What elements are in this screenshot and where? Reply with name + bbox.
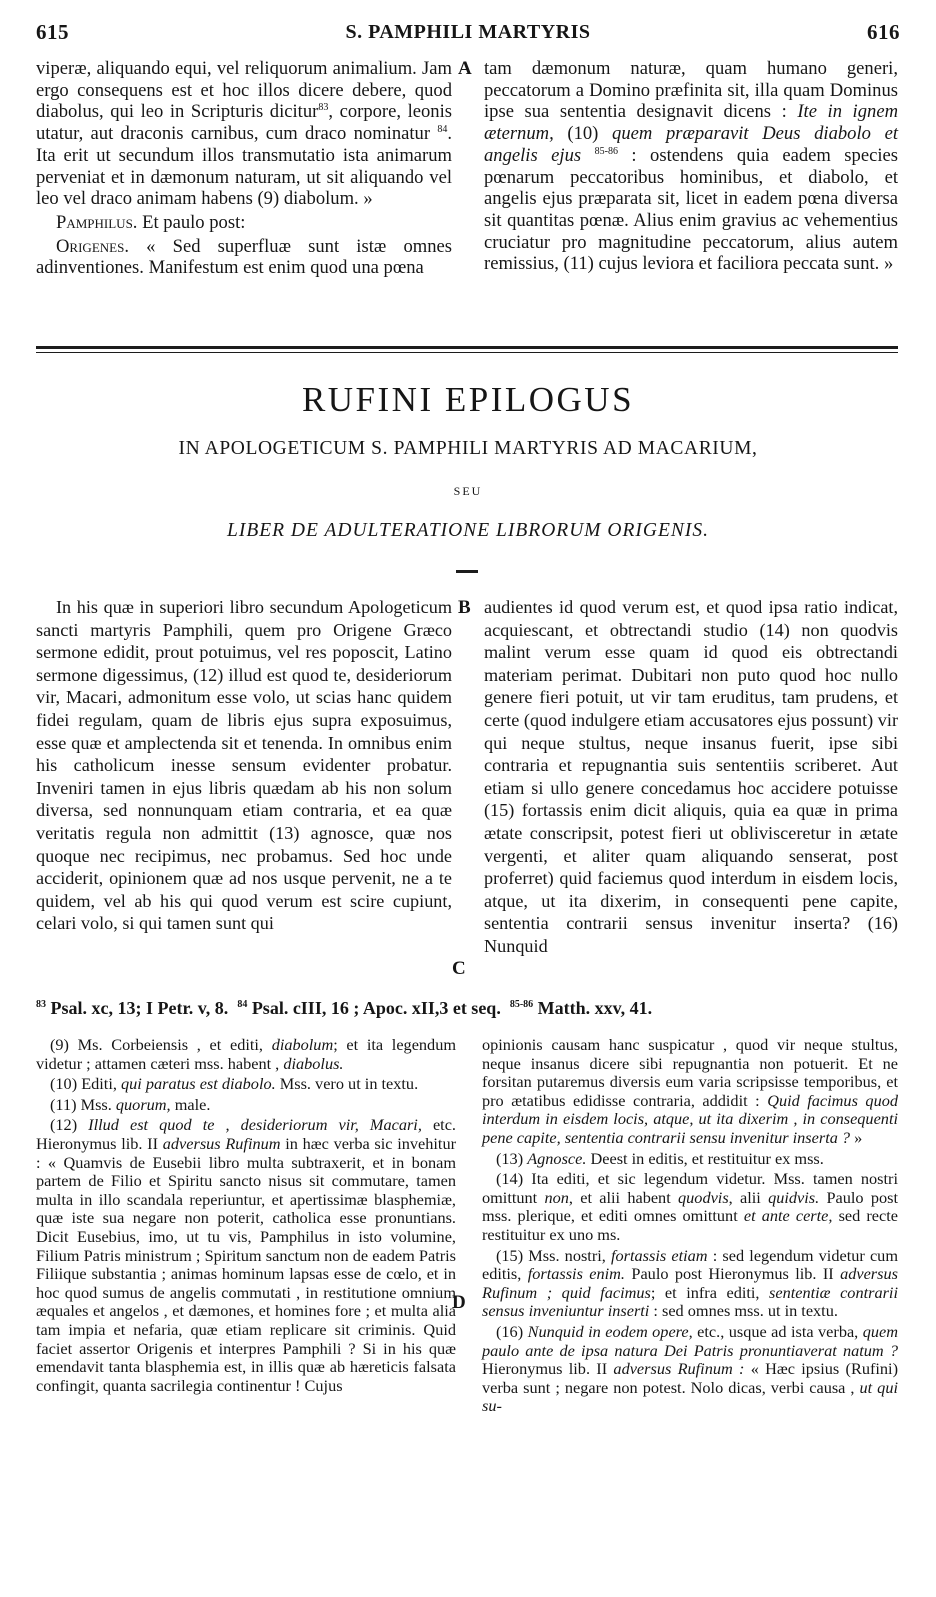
margin-marker-b: B [458, 597, 471, 618]
footnotes-left [36, 1036, 456, 1395]
reference-83: Psal. xc, 13; I Petr. v, 8. [50, 998, 229, 1018]
body-paragraph-left: In his quæ in superiori libro secundum Apologeticum sancti martyris Pamphili, quem pro Origene Græco sermone edidit, prout potuimus, vel res poposcit, Latino sermone digessimus, (12) illud est quod te, desideriorum vir, Macari, admonitum esse volo, ut scias hanc quidem fidei regulam, quam de libris ejus supra exposuimus, esse quæ et amplectenda sit et tenenda. In omnibus enim his catholicum inesse sensum evidenter probatur. Inveniri tamen in ejus libris quædam ab his non solum diversa, sed nonnunquam etiam contraria, et ea quæ veritatis regula non admittit (13) agnosce, quæ nos quoque nec recipimus, nec probamus. Sed hoc unde acciderit, opinionem quæ ad nos usque pervenit, ne a te quidem, vel ab his qui quod verum est scire cupiunt, celari volo, si qui tamen sunt qui [36, 597, 452, 934]
reference-85-86: Matth. xxv, 41. [537, 998, 653, 1018]
footnote-16: (16) Nunquid in eodem opere, etc., usque ad ista verba, quem paulo ante de ipsa natura Dei Patris pronuntiaverat natum ? Hieronymus lib. II adversus Rufinum : « Hæc ipsius (Rufini) verba sunt ; negare non potest. Nolo dicas, verbi causa , ut qui su- [482, 1321, 898, 1416]
body-paragraph-right: audientes id quod verum est, et quod ipsa ratio indicat, acquiescant, et obtrectandi studio (14) non quodvis malint verum esse quam id quod eis obtrectandi materiam perimat. Dubitari non puto quod hoc nullo genere fieri potuit, ut vir tam eruditus, tam prudens, et certe (quod indulgere etiam accusatores ejus possunt) vir qui neque stultus, neque insanus fuerit, ipse sibi contraria et repugnantia suis sententiis scriberet. Aut etiam si ullo genere concedamus hoc accidere potuisse (15) fortassis enim dicit aliquis, quia ea quæ in prima ætate conscripsit, potest fieri ut oblivisceretur in ætate vergenti, et aliter quam aliquando senserat, post proferret) quid faciemus quod interdum in eisdem locis, atque, ut ita dixerim, in consequenti pene capite, sententia contrarii sensus invenitur inserta? (16) Nunquid [484, 597, 898, 956]
speaker-name: Origenes. [56, 235, 129, 257]
running-head [36, 18, 900, 46]
reference-84: Psal. cIII, 16 ; Apoc. xII,3 et seq. [251, 998, 501, 1018]
page-number-right: 616 [867, 19, 900, 44]
footnote-11: (11) Mss. quorum, male. [50, 1094, 211, 1114]
speaker-name: Pamphilus. [56, 211, 138, 233]
margin-marker-d: D [452, 1292, 466, 1313]
top-left-paragraph-1: viperæ, aliquando equi, vel reliquorum animalium. Jam ergo consequens est et hoc illos dicere debere, quod diabolus, qui leo in Scripturis dicitur$^{83}$, corpore, leonis utatur, aut draconis carnibus, cum draco nominatur $^{84}$. Ita erit ut secundum illos transmutatio ista animarum perveniat et in dæmonum naturam, ut sit aliquando vel leo vel draco animam habens (9) diabolum. » [36, 58, 452, 210]
margin-marker-c: C [452, 958, 466, 979]
footnote-9: (9) Ms. Corbeiensis , et editi, diabolum; et ita legendum videtur ; attamen cæteri mss. habent , diabolus. [36, 1035, 457, 1073]
footnote-14: (14) Ita editi, et sic legendum videtur. Mss. tamen nostri omittunt non, et alii habent quodvis, alii quidvis. Paulo post mss. plerique, et editi omnes omittunt et ante certe, sed recte restituitur ex uno ms. [482, 1169, 898, 1244]
footnotes-right [482, 1036, 898, 1416]
body-right-column [484, 596, 898, 958]
scripture-references: $^{83}$ Psal. xc, 13; I Petr. v, 8. $^{84}$ Psal. cIII, 16 ; Apoc. xII,3 et seq. $^{85-86}$ Matth. xxv, 41. [36, 998, 653, 1018]
top-right-column [484, 58, 898, 275]
section-title: RUFINI EPILOGUS [301, 380, 635, 419]
page-number-left: 615 [36, 19, 69, 44]
top-left-column [36, 58, 452, 279]
running-title: S. PAMPHILI MARTYRIS [345, 20, 591, 43]
margin-marker-a: A [458, 58, 472, 79]
section-alt-title: LIBER DE ADULTERATIONE LIBRORUM ORIGENIS. [226, 520, 710, 541]
footnote-15: (15) Mss. nostri, fortassis etiam : sed legendum videtur cum editis, fortassis enim. Paulo post Hieronymus lib. II adversus Rufinum ; quid facimus; et infra editi, sententiæ contrarii sensus inveniuntur inserti : sed omnes mss. ut in textu. [482, 1245, 898, 1321]
speaker-line-origenes: Origenes. « Sed superfluæ sunt istæ omnes adinventiones. Manifestum est enim quod una pœna [36, 235, 452, 279]
footnote-12-continued: opinionis causam hanc suspicatur , quod vir neque stultus, neque insanus dicere sibi repugnantia non potuerit. Et ne forsitan putaremus diversis eum varia scripsisse temporibus, et pro ætatibus edidisse contraria, addidit : Quid facimus quod interdum in eisdem locis, atque, ut ita dixerim , in consequenti pene capite, sententia contrarii sensu invenitur inserta ? » [482, 1035, 898, 1147]
top-right-paragraph: tam dæmonum naturæ, quam humano generi, peccatorum a Domino præfinita sit, illa quam Dominus ipse sua sententia designavit dicens : Ite in ignem æternum, (10) quem præparavit Deus diabolo et angelis ejus $^{85-86}$ : ostendens quia eadem species pœnarum peccatoribus hominibus, et diabolo, et angelis ejus præparata sit, licet in eadem pœna diversa sit quantitas pœnæ. Alius enim gravius ac vehementius cruciatur pro magnitudine peccatorum, alius autem remissius, (11) cujus leviora et faciliora peccata sunt. » [484, 58, 898, 275]
title-dash [456, 570, 478, 573]
section-rule-thin [36, 352, 898, 353]
speaker-line-pamphilus: Pamphilus. Et paulo post: [56, 211, 246, 233]
footnote-12: (12) Illud est quod te , desideriorum vir, Macari, etc. Hieronymus lib. II adversus Rufinum in hæc verba sic invehitur : « Quamvis de Eusebii libro multa subtraxerit, et in bonam partem de Filio et Spiritu sancto nisus sit commutare, tamen multa in illo scandala reperiuntur, et apertissimæ blasphemiæ, quæ iste sua negare non poterit, catholica esse pronuntians. Dicit Eusebius, imo, ut tu vis, Pamphilus in isto volumine, Filium Patris ministrum ; Spiritum sanctum non de eadem Patris Filiique substantia ; animas hominum lapsas esse de cœlo, et in hoc quod sumus de angelis commutati , in restitutione omnium æquales et angelos , et dæmones, et homines fore ; et multa alia tam impia et nefaria, quæ etiam replicare sit criminis. Quid faciet assertor Origenis et interpres Pamphili ? Si in his quæ emendavit tanta blasphemia est, in illis quæ ab hæreticis falsata confingit, quanta sacrilegia continentur ! Cujus [36, 1115, 457, 1395]
footnote-10: (10) Editi, qui paratus est diabolo. Mss. vero ut in textu. [50, 1074, 419, 1094]
section-conjunction: SEU [453, 484, 483, 498]
body-left-column [36, 596, 452, 935]
section-rule [36, 346, 898, 349]
footnote-13: (13) Agnosce. Deest in editis, et restituitur ex mss. [496, 1148, 824, 1168]
section-subtitle: IN APOLOGETICUM S. PAMPHILI MARTYRIS AD MACARIUM, [178, 438, 758, 459]
